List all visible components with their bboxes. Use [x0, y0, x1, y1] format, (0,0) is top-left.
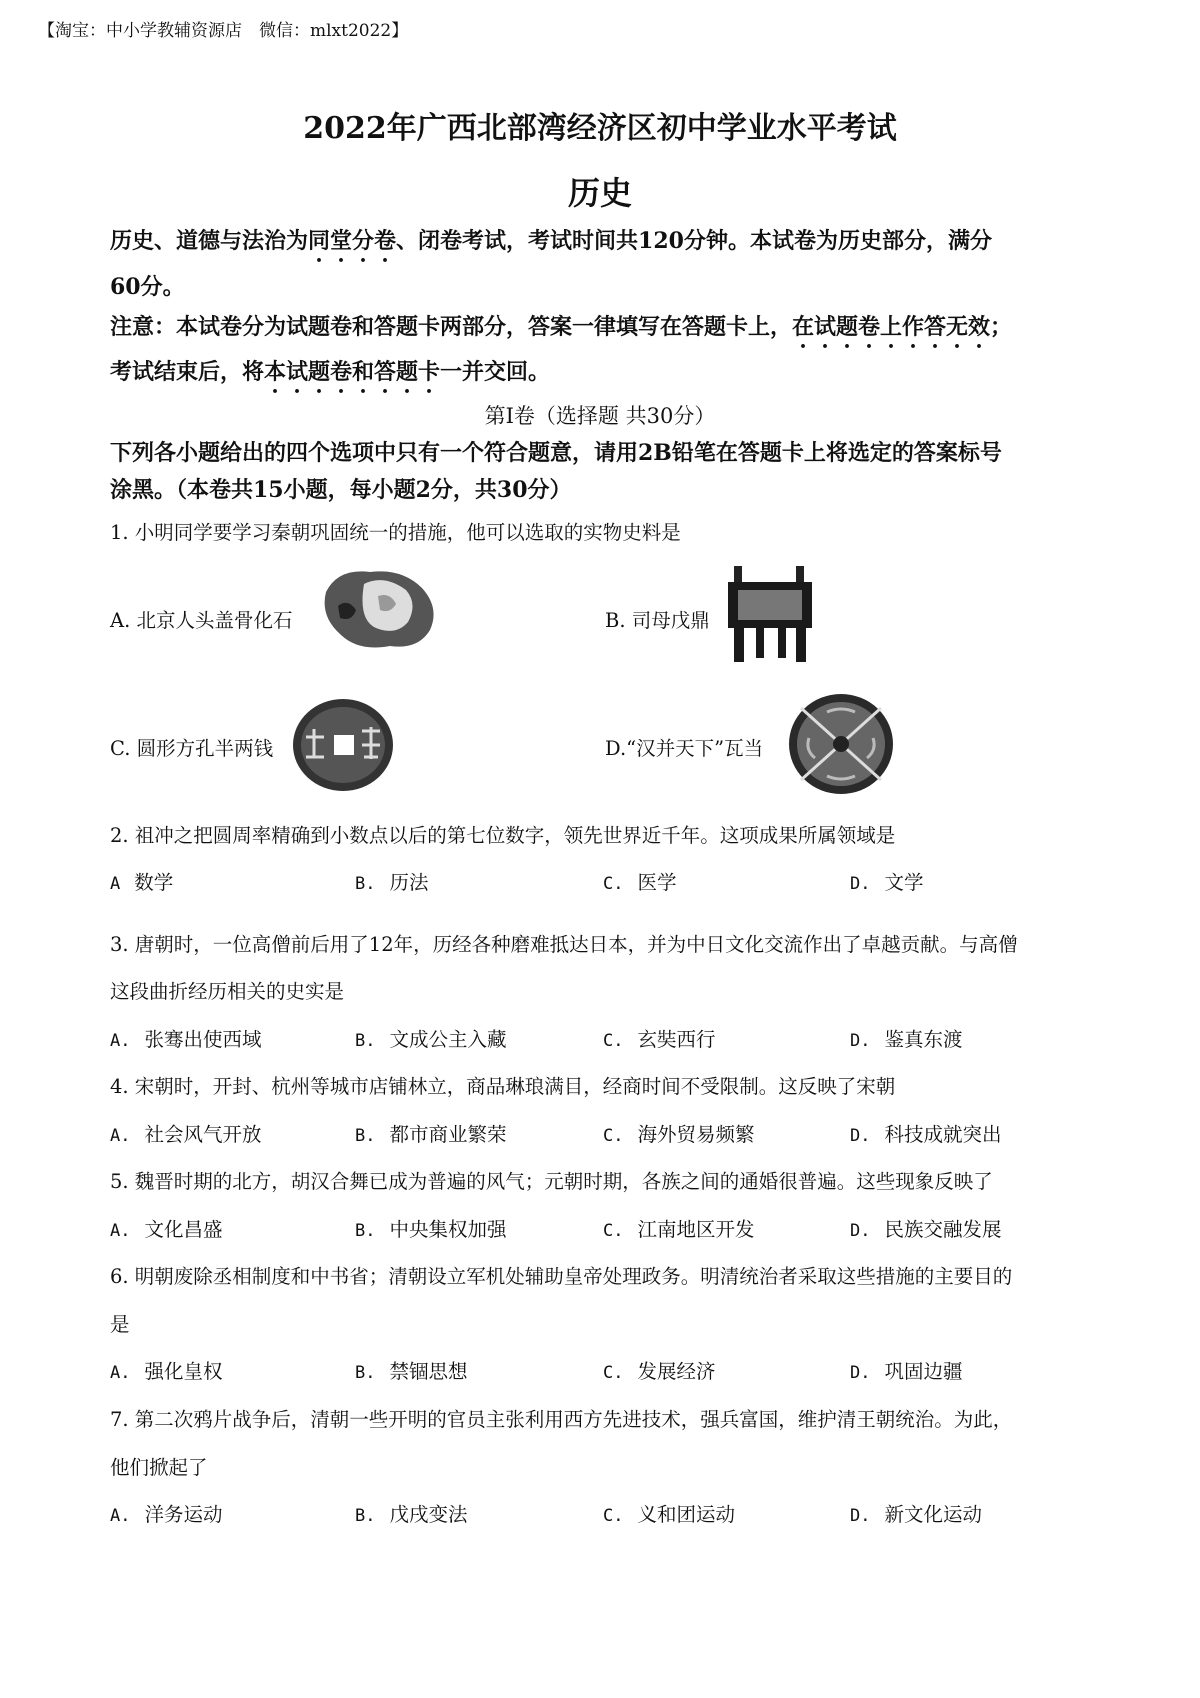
question-6-stem-1: 6. 明朝废除丞相制度和中书省；清朝设立军机处辅助皇帝处理政务。明清统治者采取这些措施的主要目的 [110, 1265, 1013, 1288]
question-5-option-c: C. 江南地区开发 [603, 1218, 755, 1241]
question-7-stem-2: 他们掀起了 [110, 1456, 208, 1479]
question-3-stem-1: 3. 唐朝时，一位高僧前后用了12年，历经各种磨难抵达日本，并为中日文化交流作出了卓越贡献。与高僧 [110, 933, 1018, 956]
skull-fossil-image [318, 562, 442, 654]
question-7-option-b: B. 戊戌变法 [355, 1503, 468, 1526]
question-2-option-c: C. 医学 [603, 871, 677, 894]
question-7-option-c: C. 义和团运动 [603, 1503, 735, 1526]
question-3-stem-2: 这段曲折经历相关的史实是 [110, 980, 345, 1003]
banliang-coin-image [290, 697, 396, 793]
question-6-option-b: B. 禁锢思想 [355, 1360, 468, 1383]
question-6-option-a: A. 强化皇权 [110, 1360, 223, 1383]
question-3-option-d: D. 鉴真东渡 [850, 1028, 963, 1051]
subject-title: 历史 [567, 174, 632, 212]
question-5-option-d: D. 民族交融发展 [850, 1218, 1002, 1241]
question-1-option-b: B. 司母戊鼎 [605, 609, 710, 632]
question-5-stem: 5. 魏晋时期的北方，胡汉合舞已成为普遍的风气；元朝时期，各族之间的通婚很普遍。这些现象反映了 [110, 1170, 993, 1193]
exam-title: 2022年广西北部湾经济区初中学业水平考试 [303, 111, 897, 146]
question-7-option-d: D. 新文化运动 [850, 1503, 982, 1526]
section-instruction-1: 下列各小题给出的四个选项中只有一个符合题意，请用2B铅笔在答题卡上将选定的答案标号 [110, 440, 1002, 466]
question-2-option-b: B. 历法 [355, 871, 429, 894]
intro-line-2: 60分。 [110, 274, 185, 300]
header-note: 【淘宝：中小学教辅资源店 微信：mlxt2022】 [38, 21, 409, 41]
question-5-option-b: B. 中央集权加强 [355, 1218, 507, 1241]
question-1-option-a: A. 北京人头盖骨化石 [110, 609, 293, 632]
question-2-stem: 2. 祖冲之把圆周率精确到小数点以后的第七位数字，领先世界近千年。这项成果所属领域是 [110, 824, 896, 847]
simuwu-ding-image [726, 566, 814, 662]
notice-line-1: 注意：本试卷分为试题卷和答题卡两部分，答案一律填写在答题卡上，在试题卷上作答无效； [110, 314, 1013, 340]
question-4-option-a: A. 社会风气开放 [110, 1123, 262, 1146]
question-7-option-a: A. 洋务运动 [110, 1503, 223, 1526]
question-4-option-b: B. 都市商业繁荣 [355, 1123, 507, 1146]
question-6-option-c: C. 发展经济 [603, 1360, 716, 1383]
question-4-option-c: C. 海外贸易频繁 [603, 1123, 755, 1146]
question-3-option-c: C. 玄奘西行 [603, 1028, 716, 1051]
question-5-option-a: A. 文化昌盛 [110, 1218, 223, 1241]
question-7-stem-1: 7. 第二次鸦片战争后，清朝一些开明的官员主张利用西方先进技术，强兵富国，维护清王朝统治。为此， [110, 1408, 1013, 1431]
question-6-stem-2: 是 [110, 1313, 130, 1336]
section-instruction-2: 涂黑。（本卷共15小题，每小题2分，共30分） [110, 477, 572, 503]
tile-end-image [787, 692, 895, 796]
question-1-option-d: D.“汉并天下”瓦当 [605, 737, 764, 760]
section-heading: 第Ⅰ卷（选择题 共30分） [484, 404, 716, 428]
question-1-stem: 1. 小明同学要学习秦朝巩固统一的措施，他可以选取的实物史料是 [110, 521, 681, 544]
question-4-stem: 4. 宋朝时，开封、杭州等城市店铺林立，商品琳琅满目，经商时间不受限制。这反映了宋朝 [110, 1075, 896, 1098]
question-4-option-d: D. 科技成就突出 [850, 1123, 1002, 1146]
notice-line-2: 考试结束后，将本试题卷和答题卡一并交回。 [110, 359, 551, 385]
question-1-option-c: C. 圆形方孔半两钱 [110, 737, 274, 760]
question-3-option-b: B. 文成公主入藏 [355, 1028, 507, 1051]
question-3-option-a: A. 张骞出使西域 [110, 1028, 262, 1051]
question-2-option-d: D. 文学 [850, 871, 924, 894]
intro-line-1: 历史、道德与法治为同堂分卷、闭卷考试，考试时间共120分钟。本试卷为历史部分，满分 [110, 228, 992, 254]
question-2-option-a: A 数学 [110, 871, 174, 894]
question-6-option-d: D. 巩固边疆 [850, 1360, 963, 1383]
